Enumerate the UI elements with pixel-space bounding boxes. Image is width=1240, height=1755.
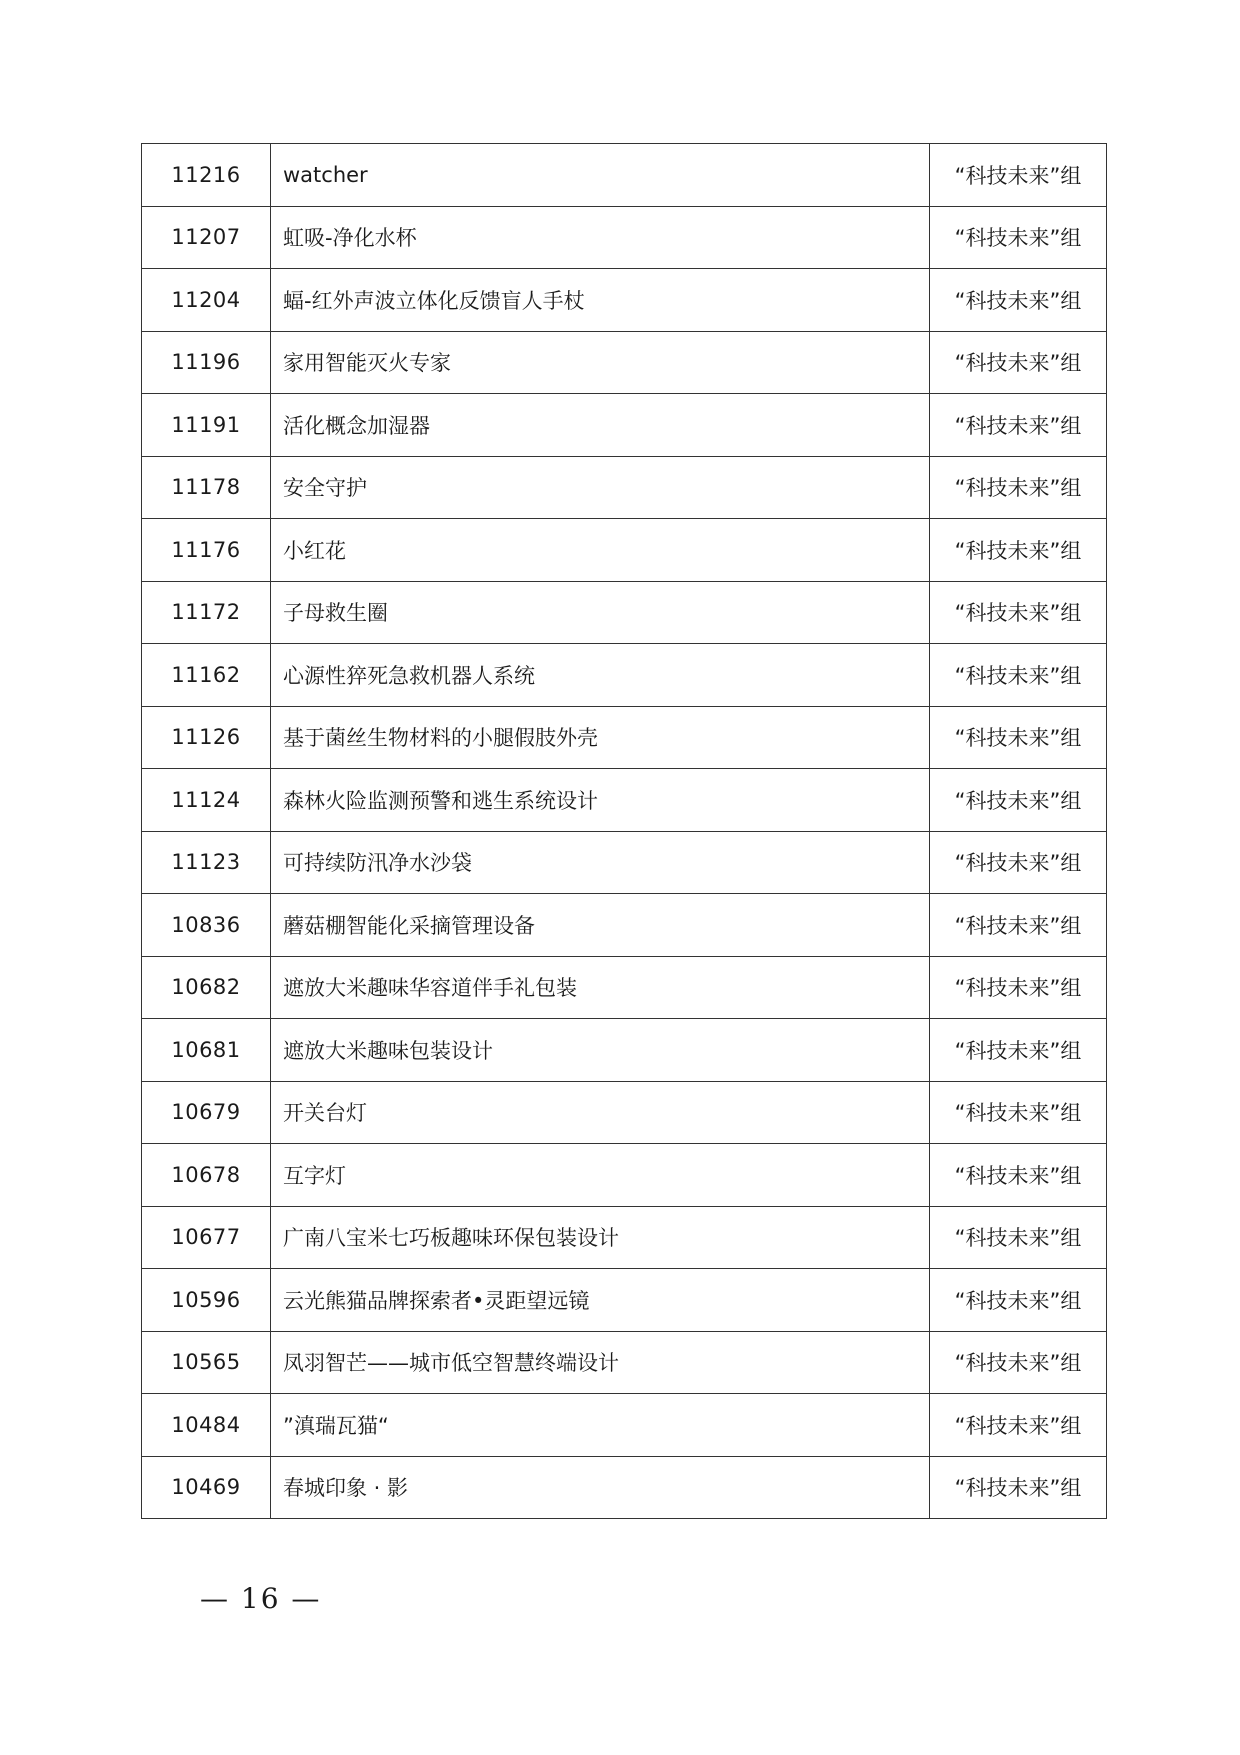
entry-name-cell: 家用智能灭火专家 — [271, 331, 930, 394]
entry-name-cell: 蝠-红外声波立体化反馈盲人手杖 — [271, 269, 930, 332]
entry-name-cell: 安全守护 — [271, 456, 930, 519]
entry-name-cell: 森林火险监测预警和逃生系统设计 — [271, 769, 930, 832]
table-row — [142, 1206, 1107, 1269]
table-row — [142, 206, 1107, 269]
entry-group-cell: “科技未来”组 — [930, 269, 1107, 332]
entry-name-cell: 开关台灯 — [271, 1081, 930, 1144]
table-row — [142, 1331, 1107, 1394]
entry-id-cell: 11162 — [142, 644, 271, 707]
table-row — [142, 1456, 1107, 1519]
entry-id-cell: 11178 — [142, 456, 271, 519]
entries-table-body — [142, 144, 1107, 1519]
table-row — [142, 331, 1107, 394]
entry-group-cell: “科技未来”组 — [930, 956, 1107, 1019]
table-row — [142, 706, 1107, 769]
table-row — [142, 769, 1107, 832]
entry-id-cell: 11176 — [142, 519, 271, 582]
entry-group-cell: “科技未来”组 — [930, 644, 1107, 707]
entry-group-cell: “科技未来”组 — [930, 206, 1107, 269]
entry-id-cell: 11123 — [142, 831, 271, 894]
table-row — [142, 1269, 1107, 1332]
table-row — [142, 269, 1107, 332]
entry-group-cell: “科技未来”组 — [930, 519, 1107, 582]
entry-group-cell: “科技未来”组 — [930, 1394, 1107, 1457]
entry-group-cell: “科技未来”组 — [930, 1081, 1107, 1144]
entry-group-cell: “科技未来”组 — [930, 769, 1107, 832]
table-row — [142, 1394, 1107, 1457]
table-row — [142, 1019, 1107, 1082]
entry-group-cell: “科技未来”组 — [930, 456, 1107, 519]
entry-group-cell: “科技未来”组 — [930, 831, 1107, 894]
entry-name-cell: 基于菌丝生物材料的小腿假肢外壳 — [271, 706, 930, 769]
entry-id-cell: 11126 — [142, 706, 271, 769]
entry-id-cell: 11124 — [142, 769, 271, 832]
table-row — [142, 144, 1107, 207]
entry-group-cell: “科技未来”组 — [930, 706, 1107, 769]
entry-id-cell: 11207 — [142, 206, 271, 269]
entry-group-cell: “科技未来”组 — [930, 1206, 1107, 1269]
entry-name-cell: 遮放大米趣味包装设计 — [271, 1019, 930, 1082]
entry-id-cell: 10565 — [142, 1331, 271, 1394]
entry-name-cell: 互字灯 — [271, 1144, 930, 1207]
entry-id-cell: 10682 — [142, 956, 271, 1019]
table-row — [142, 1081, 1107, 1144]
entry-id-cell: 10679 — [142, 1081, 271, 1144]
table-row — [142, 894, 1107, 957]
entry-id-cell: 10681 — [142, 1019, 271, 1082]
entry-group-cell: “科技未来”组 — [930, 144, 1107, 207]
entry-name-cell: 春城印象 · 影 — [271, 1456, 930, 1519]
entry-id-cell: 10469 — [142, 1456, 271, 1519]
entry-name-cell: 小红花 — [271, 519, 930, 582]
table-row — [142, 456, 1107, 519]
entry-name-cell: 云光熊猫品牌探索者•灵距望远镜 — [271, 1269, 930, 1332]
entry-name-cell: watcher — [271, 144, 930, 207]
entry-group-cell: “科技未来”组 — [930, 1269, 1107, 1332]
entry-name-cell: 虹吸-净化水杯 — [271, 206, 930, 269]
entry-name-cell: 广南八宝米七巧板趣味环保包装设计 — [271, 1206, 930, 1269]
page-number: — 16 — — [200, 1582, 322, 1615]
entry-name-cell: 蘑菇棚智能化采摘管理设备 — [271, 894, 930, 957]
entry-id-cell: 11191 — [142, 394, 271, 457]
entry-group-cell: “科技未来”组 — [930, 331, 1107, 394]
entry-id-cell: 10678 — [142, 1144, 271, 1207]
entry-group-cell: “科技未来”组 — [930, 1144, 1107, 1207]
entry-name-cell: 遮放大米趣味华容道伴手礼包装 — [271, 956, 930, 1019]
entry-group-cell: “科技未来”组 — [930, 894, 1107, 957]
entry-id-cell: 11196 — [142, 331, 271, 394]
entry-name-cell: ”滇瑞瓦猫“ — [271, 1394, 930, 1457]
entry-id-cell: 11204 — [142, 269, 271, 332]
entry-name-cell: 凤羽智芒——城市低空智慧终端设计 — [271, 1331, 930, 1394]
entry-id-cell: 10484 — [142, 1394, 271, 1457]
entry-group-cell: “科技未来”组 — [930, 581, 1107, 644]
entry-group-cell: “科技未来”组 — [930, 1331, 1107, 1394]
table-row — [142, 394, 1107, 457]
entry-name-cell: 可持续防汛净水沙袋 — [271, 831, 930, 894]
entry-name-cell: 子母救生圈 — [271, 581, 930, 644]
table-row — [142, 581, 1107, 644]
entry-id-cell: 10836 — [142, 894, 271, 957]
entry-id-cell: 10677 — [142, 1206, 271, 1269]
table-row — [142, 519, 1107, 582]
entry-id-cell: 10596 — [142, 1269, 271, 1332]
entry-id-cell: 11216 — [142, 144, 271, 207]
entry-name-cell: 活化概念加湿器 — [271, 394, 930, 457]
entry-id-cell: 11172 — [142, 581, 271, 644]
entry-name-cell: 心源性猝死急救机器人系统 — [271, 644, 930, 707]
table-row — [142, 956, 1107, 1019]
entries-table — [141, 143, 1107, 1519]
entry-group-cell: “科技未来”组 — [930, 394, 1107, 457]
entry-group-cell: “科技未来”组 — [930, 1019, 1107, 1082]
table-row — [142, 1144, 1107, 1207]
table-row — [142, 831, 1107, 894]
entry-group-cell: “科技未来”组 — [930, 1456, 1107, 1519]
table-row — [142, 644, 1107, 707]
